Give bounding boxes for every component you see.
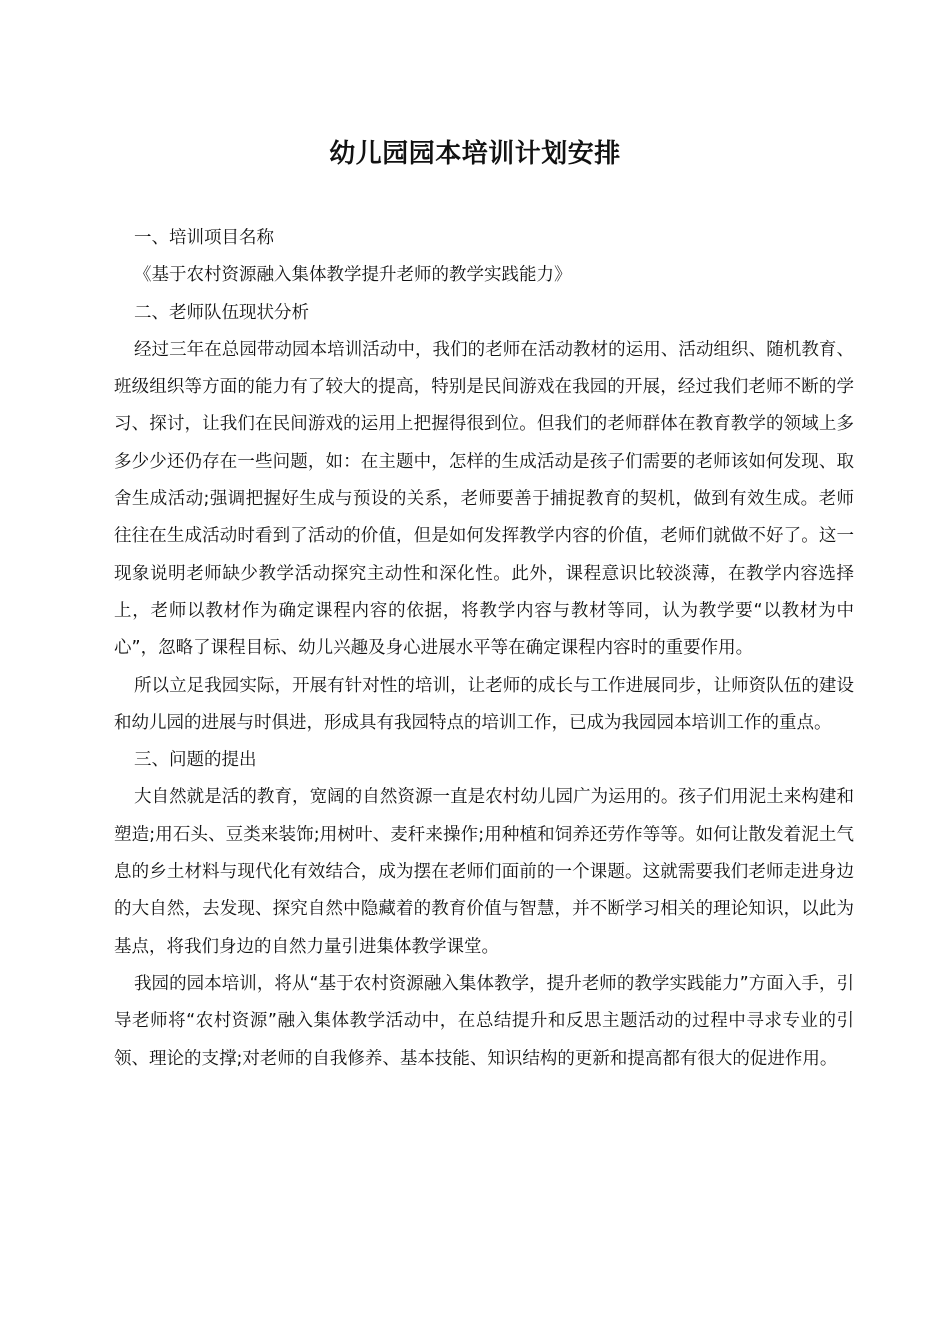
document-body: [114, 220, 854, 1078]
section-heading-training-project: 一、培训项目名称: [134, 228, 274, 248]
training-focus-paragraph: 所以立足我园实际，开展有针对性的培训，让老师的成长与工作进展同步，让师资队伍的建设和幼儿园的进展与时俱进，形成具有我园特点的培训工作，已成为我园园本培训工作的重点。: [114, 675, 854, 733]
project-name-paragraph: 《基于农村资源融入集体教学提升老师的教学实践能力》: [134, 265, 572, 286]
document-title: 幼儿园园本培训计划安排: [329, 139, 621, 169]
training-approach-paragraph: 我园的园本培训，将从“基于农村资源融入集体教学，提升老师的教学实践能力”方面入手，引导老师将“农村资源”融入集体教学活动中，在总结提升和反思主题活动的过程中寻求专业的引领、理论的支撑;对老师的自我修养、基本技能、知识结构的更新和提高都有很大的促进作用。: [114, 973, 854, 1069]
teacher-analysis-paragraph: 经过三年在总园带动园本培训活动中，我们的老师在活动教材的运用、活动组织、随机教育、班级组织等方面的能力有了较大的提高，特别是民间游戏在我园的开展，经过我们老师不断的学习、探讨，让我们在民间游戏的运用上把握得很到位。但我们的老师群体在教育教学的领域上多多少少还仍存在一些问题，如：在主题中，怎样的生成活动是孩子们需要的老师该如何发现、取舍生成活动;强调把握好生成与预设的关系，老师要善于捕捉教育的契机，做到有效生成。老师往往在生成活动时看到了活动的价值，但是如何发挥教学内容的价值，老师们就做不好了。这一现象说明老师缺少教学活动探究主动性和深化性。此外，课程意识比较淡薄，在教学内容选择上，老师以教材作为确定课程内容的依据，将教学内容与教材等同，认为教学要“以教材为中心”，忽略了课程目标、幼儿兴趣及身心进展水平等在确定课程内容时的重要作用。: [114, 339, 854, 659]
nature-education-paragraph: 大自然就是活的教育，宽阔的自然资源一直是农村幼儿园广为运用的。孩子们用泥土来构建和塑造;用石头、豆类来装饰;用树叶、麦秆来操作;用种植和饲养还劳作等等。如何让散发着泥土气息的乡土材料与现代化有效结合，成为摆在老师们面前的一个课题。这就需要我们老师走进身边的大自然，去发现、探究自然中隐藏着的教育价值与智慧，并不断学习相关的理论知识，以此为基点，将我们身边的自然力量引进集体教学课堂。: [114, 787, 854, 957]
section-heading-teacher-analysis: 二、老师队伍现状分析: [134, 302, 309, 323]
section-heading-problem: 三、问题的提出: [134, 750, 257, 771]
